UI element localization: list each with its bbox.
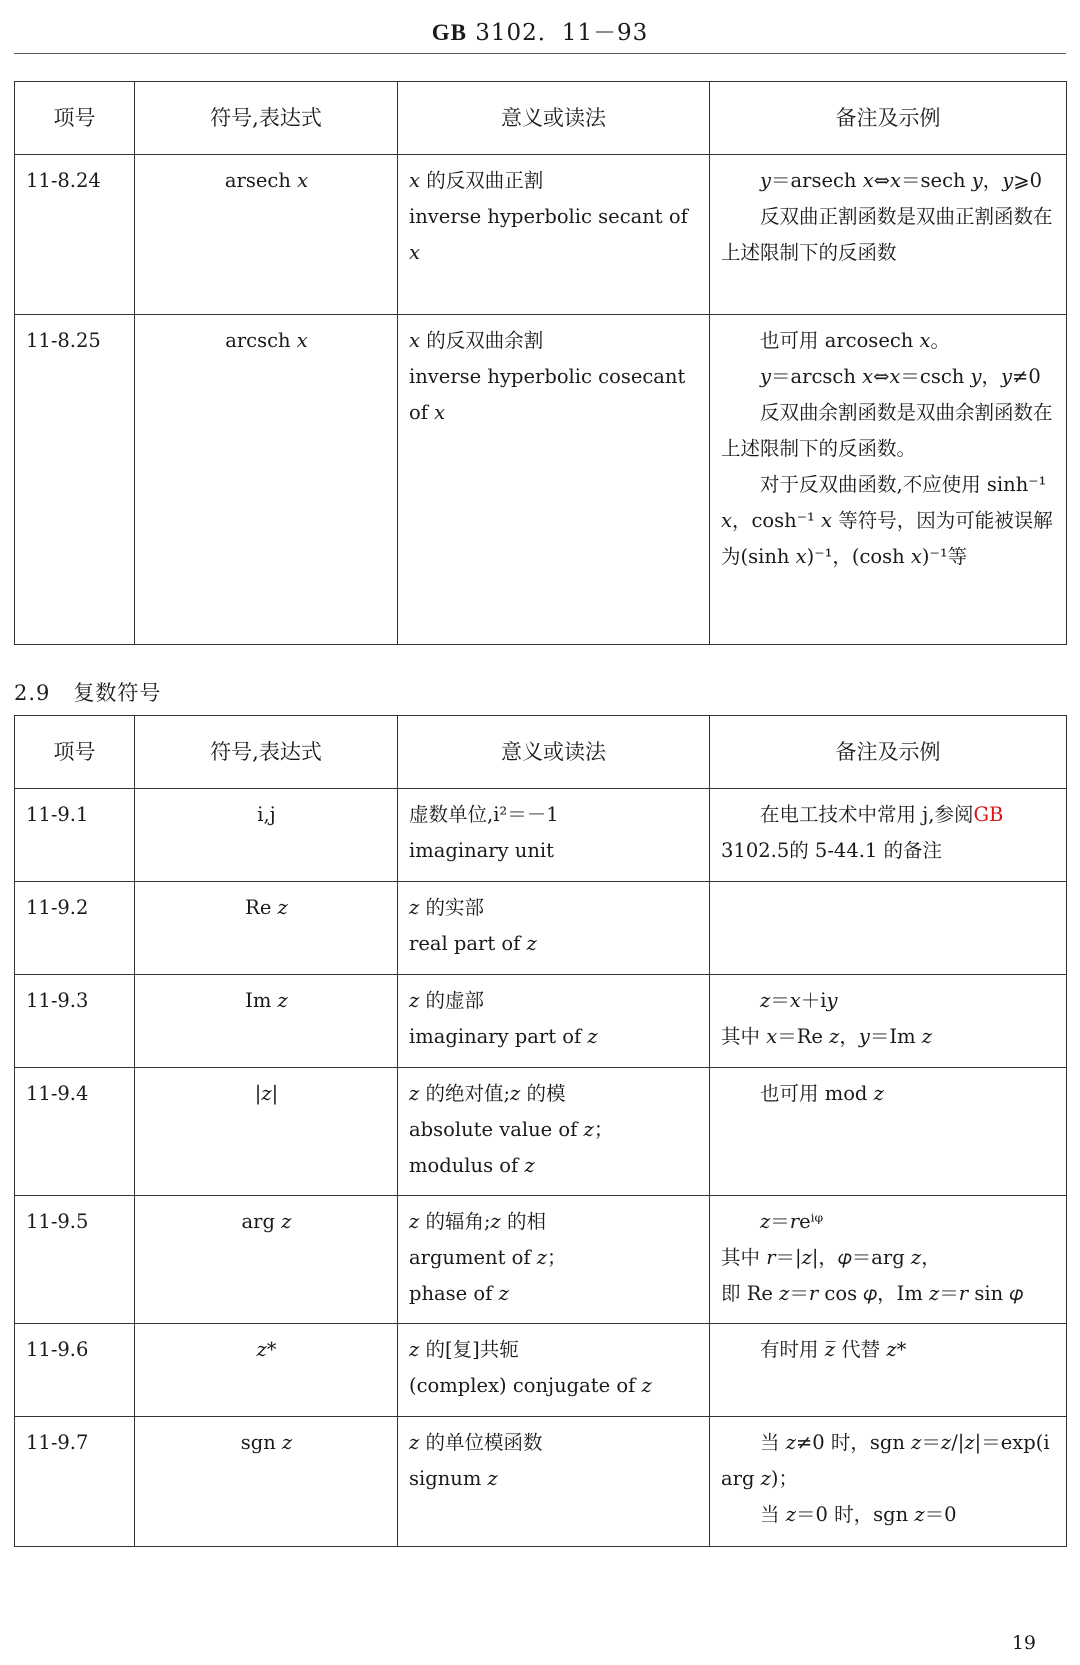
symbol: 𝑧* <box>135 1324 398 1417</box>
meaning <box>398 882 710 975</box>
remark-line: 𝑦＝arsech 𝑥⇔𝑥＝sech 𝑦，𝑦⩾0 <box>760 169 1043 192</box>
remarks <box>710 1324 1067 1417</box>
meaning-zh: 𝑥 的反双曲余割 <box>409 329 544 352</box>
remarks <box>710 789 1067 882</box>
meaning-en: (complex) conjugate of 𝑧 <box>409 1374 652 1397</box>
remark-line: 反双曲余割函数是双曲余割函数在上述限制下的反函数。 <box>721 401 1053 460</box>
item-number: 11-9.3 <box>15 975 135 1068</box>
symbol: i,j <box>135 789 398 882</box>
item-number: 11-9.2 <box>15 882 135 975</box>
remarks <box>710 1068 1067 1196</box>
item-number: 11-9.5 <box>15 1196 135 1324</box>
meaning-zh: 𝑥 的反双曲正割 <box>409 169 544 192</box>
col-header-symbol: 符号,表达式 <box>135 716 398 789</box>
table-header-row <box>15 716 1067 789</box>
section-name: 复数符号 <box>73 681 162 705</box>
meaning-en: signum 𝑧 <box>409 1467 498 1490</box>
item-number: 11-9.7 <box>15 1417 135 1547</box>
meaning-en: imaginary unit <box>409 839 554 862</box>
section-title <box>14 678 161 708</box>
remark-line: 当 𝑧＝0 时，sgn 𝑧＝0 <box>760 1503 957 1526</box>
item-number: 11-9.1 <box>15 789 135 882</box>
remarks <box>710 315 1067 645</box>
meaning-en: imaginary part of 𝑧 <box>409 1025 598 1048</box>
section-number: 2.9 <box>14 681 51 705</box>
item-number: 11-8.24 <box>15 155 135 315</box>
symbol: Re 𝑧 <box>135 882 398 975</box>
gb-reference-link[interactable]: GB <box>973 803 1004 826</box>
remark-line: 对于反双曲函数,不应使用 sinh⁻¹ 𝑥，cosh⁻¹ 𝑥 等符号，因为可能被误解为(sinh 𝑥)⁻¹，(cosh 𝑥)⁻¹等 <box>721 473 1053 568</box>
col-header-meaning: 意义或读法 <box>398 716 710 789</box>
table-row <box>15 975 1067 1068</box>
remark-line: 也可用 mod 𝑧 <box>760 1082 884 1105</box>
remarks <box>710 1417 1067 1547</box>
meaning-zh: 𝑧 的绝对值;𝑧 的模 <box>409 1082 566 1105</box>
symbol: arg 𝑧 <box>135 1196 398 1324</box>
col-header-item: 项号 <box>15 716 135 789</box>
remark-line: 其中 𝑥＝Re 𝑧，𝑦＝Im 𝑧 <box>721 1025 933 1048</box>
meaning-en: argument of 𝑧； <box>409 1246 567 1269</box>
meaning-zh: 𝑧 的[复]共轭 <box>409 1338 519 1361</box>
meaning <box>398 1417 710 1547</box>
remarks <box>710 155 1067 315</box>
symbol: Im 𝑧 <box>135 975 398 1068</box>
table-row <box>15 789 1067 882</box>
remark-line: 反双曲正割函数是双曲正割函数在上述限制下的反函数 <box>721 205 1053 264</box>
table-row <box>15 155 1067 315</box>
remark-line: 有时用 𝑧̅ 代替 𝑧* <box>760 1338 907 1361</box>
col-header-item: 项号 <box>15 82 135 155</box>
table-row <box>15 1324 1067 1417</box>
hyperbolic-table <box>14 81 1067 645</box>
remark-text: 3102.5的 5-44.1 的备注 <box>721 839 943 862</box>
remark-line <box>721 797 1056 869</box>
complex-symbols-table <box>14 715 1067 1547</box>
header-rule <box>14 53 1066 54</box>
symbol: |𝑧| <box>135 1068 398 1196</box>
remarks <box>710 1196 1067 1324</box>
table-row <box>15 315 1067 645</box>
table-header-row <box>15 82 1067 155</box>
remark-line: 即 Re 𝑧＝𝑟 cos 𝜑，Im 𝑧＝𝑟 sin 𝜑 <box>721 1282 1024 1305</box>
meaning-en: modulus of 𝑧 <box>409 1154 535 1177</box>
meaning <box>398 789 710 882</box>
col-header-remarks: 备注及示例 <box>710 716 1067 789</box>
table-row <box>15 882 1067 975</box>
remark-line: 𝑧＝𝑥＋i𝑦 <box>760 989 838 1012</box>
meaning-zh: 虚数单位,i²＝－1 <box>409 803 559 826</box>
col-header-symbol: 符号,表达式 <box>135 82 398 155</box>
item-number: 11-8.25 <box>15 315 135 645</box>
remark-line: 其中 𝑟＝|𝑧|，𝜑＝arg 𝑧， <box>721 1246 941 1269</box>
remark-line: 𝑦＝arcsch 𝑥⇔𝑥＝csch 𝑦，𝑦≠0 <box>760 365 1041 388</box>
meaning-en: phase of 𝑧 <box>409 1282 509 1305</box>
table-row <box>15 1068 1067 1196</box>
remark-text: 在电工技术中常用 j,参阅 <box>760 803 974 826</box>
page-number: 19 <box>1011 1632 1036 1654</box>
meaning-zh: 𝑧 的单位模函数 <box>409 1431 543 1454</box>
meaning-zh: 𝑧 的虚部 <box>409 989 484 1012</box>
symbol: arcsch 𝑥 <box>135 315 398 645</box>
header-code-bold: GB <box>431 20 467 45</box>
meaning-zh: 𝑧 的辐角;𝑧 的相 <box>409 1210 547 1233</box>
meaning <box>398 1068 710 1196</box>
meaning <box>398 1324 710 1417</box>
remark-line: 也可用 arcosech 𝑥。 <box>760 329 951 352</box>
remark-line: 当 𝑧≠0 时，sgn 𝑧＝𝑧/|𝑧|＝exp(i arg 𝑧)； <box>721 1431 1050 1490</box>
meaning <box>398 155 710 315</box>
symbol: sgn 𝑧 <box>135 1417 398 1547</box>
meaning-en: absolute value of 𝑧； <box>409 1118 614 1141</box>
meaning <box>398 975 710 1068</box>
meaning-en: inverse hyperbolic secant of 𝑥 <box>409 205 688 264</box>
item-number: 11-9.6 <box>15 1324 135 1417</box>
header-code-rest: 3102．11－93 <box>475 20 649 46</box>
col-header-meaning: 意义或读法 <box>398 82 710 155</box>
table-row <box>15 1196 1067 1324</box>
remarks <box>710 975 1067 1068</box>
meaning <box>398 315 710 645</box>
item-number: 11-9.4 <box>15 1068 135 1196</box>
meaning-en: inverse hyperbolic cosecant of 𝑥 <box>409 365 686 424</box>
table-row <box>15 1417 1067 1547</box>
meaning-zh: 𝑧 的实部 <box>409 896 484 919</box>
meaning-en: real part of 𝑧 <box>409 932 537 955</box>
page-header <box>0 14 1080 47</box>
remark-line: 𝑧＝𝑟eⁱᵠ <box>760 1210 824 1233</box>
meaning <box>398 1196 710 1324</box>
col-header-remarks: 备注及示例 <box>710 82 1067 155</box>
symbol: arsech 𝑥 <box>135 155 398 315</box>
remarks <box>710 882 1067 975</box>
